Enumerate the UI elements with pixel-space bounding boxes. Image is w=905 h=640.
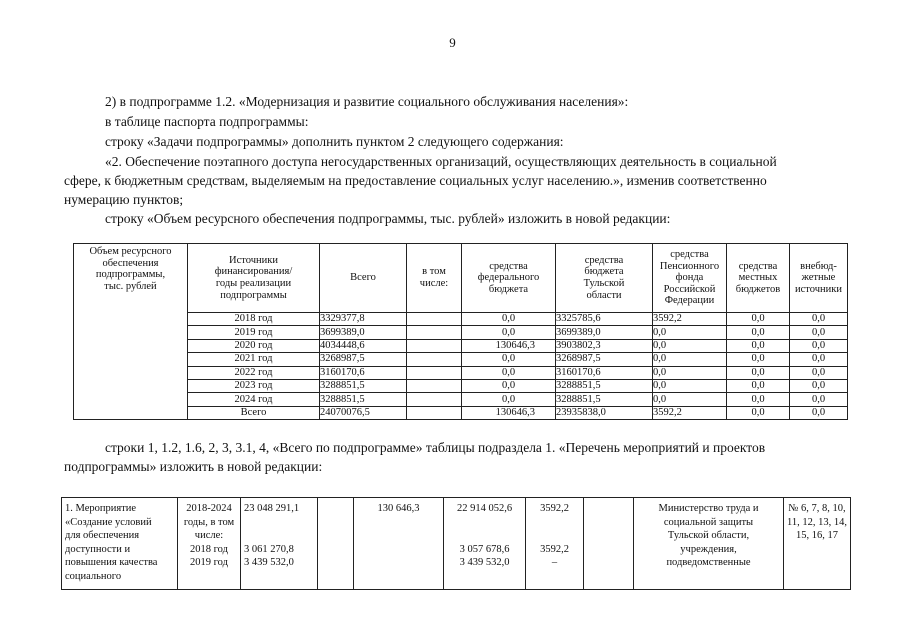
event-executor-cell: Министерство труда и социальной защиты Тульской области, учреждения, подведомственные xyxy=(634,498,784,590)
events-table xyxy=(61,497,851,590)
event-period-cell: 2018-2024 годы, в том числе: 2018 год 2019 год xyxy=(178,498,241,590)
header-federal: средства федерального бюджета xyxy=(462,244,556,313)
regional-cell: 3268987,5 xyxy=(556,353,653,366)
table-row xyxy=(74,353,848,366)
event-empty-cell xyxy=(318,498,354,590)
empty-cell xyxy=(407,406,462,419)
extra-cell: 0,0 xyxy=(790,366,848,379)
table-row xyxy=(74,339,848,352)
year-cell: 2021 год xyxy=(188,353,320,366)
paragraph-new-item-line1: «2. Обеспечение поэтапного доступа негосударственных организаций, осуществляющих деятельность в социальной xyxy=(105,154,777,169)
extra-cell: 0,0 xyxy=(790,353,848,366)
event-total-cell: 23 048 291,1 3 061 270,8 3 439 532,0 xyxy=(241,498,318,590)
year-cell: 2022 год xyxy=(188,366,320,379)
regional-cell: 23935838,0 xyxy=(556,406,653,419)
total-cell: 3160170,6 xyxy=(320,366,407,379)
header-regional: средства бюджета Тульской области xyxy=(556,244,653,313)
local-cell: 0,0 xyxy=(727,393,790,406)
federal-cell: 0,0 xyxy=(462,313,556,326)
federal-cell: 130646,3 xyxy=(462,339,556,352)
regional-cell: 3288851,5 xyxy=(556,393,653,406)
year-cell: 2019 год xyxy=(188,326,320,339)
empty-cell xyxy=(407,313,462,326)
header-local: средства местных бюджетов xyxy=(727,244,790,313)
local-cell: 0,0 xyxy=(727,379,790,392)
header-including: в том числе: xyxy=(407,244,462,313)
regional-cell: 3325785,6 xyxy=(556,313,653,326)
resource-row-label: Объем ресурсного обеспечения подпрограммы, тыс. рублей xyxy=(74,244,188,420)
event-empty-cell xyxy=(584,498,634,590)
pension-cell: 3592,2 xyxy=(653,406,727,419)
federal-cell: 0,0 xyxy=(462,379,556,392)
event-pension-cell: 3592,2 3592,2 – xyxy=(526,498,584,590)
total-cell: 4034448,6 xyxy=(320,339,407,352)
pension-cell: 0,0 xyxy=(653,393,727,406)
pension-cell: 3592,2 xyxy=(653,313,727,326)
year-cell: Всего xyxy=(188,406,320,419)
header-sources: Источники финансирования/ годы реализации подпрограммы xyxy=(188,244,320,313)
header-extra: внебюд- жетные источники xyxy=(790,244,848,313)
local-cell: 0,0 xyxy=(727,406,790,419)
table-row xyxy=(74,379,848,392)
extra-cell: 0,0 xyxy=(790,339,848,352)
year-cell: 2023 год xyxy=(188,379,320,392)
resource-table xyxy=(73,243,848,420)
event-regional-cell: 22 914 052,6 3 057 678,6 3 439 532,0 xyxy=(444,498,526,590)
federal-cell: 0,0 xyxy=(462,366,556,379)
total-cell: 3288851,5 xyxy=(320,393,407,406)
paragraph-new-item-line3: нумерацию пунктов; xyxy=(64,192,184,207)
table-row xyxy=(74,393,848,406)
local-cell: 0,0 xyxy=(727,353,790,366)
empty-cell xyxy=(407,339,462,352)
table-row xyxy=(74,366,848,379)
event-name-cell: 1. Мероприятие «Создание условий для обеспечения доступности и повышения качества социального xyxy=(62,498,178,590)
pension-cell: 0,0 xyxy=(653,339,727,352)
local-cell: 0,0 xyxy=(727,313,790,326)
year-cell: 2018 год xyxy=(188,313,320,326)
paragraph-resource-row: строку «Объем ресурсного обеспечения подпрограммы, тыс. рублей» изложить в новой редакции: xyxy=(105,211,671,226)
extra-cell: 0,0 xyxy=(790,379,848,392)
pension-cell: 0,0 xyxy=(653,379,727,392)
header-total: Всего xyxy=(320,244,407,313)
empty-cell xyxy=(407,353,462,366)
empty-cell xyxy=(407,366,462,379)
pension-cell: 0,0 xyxy=(653,366,727,379)
extra-cell: 0,0 xyxy=(790,326,848,339)
local-cell: 0,0 xyxy=(727,339,790,352)
event-indicators-cell: № 6, 7, 8, 10, 11, 12, 13, 14, 15, 16, 17 xyxy=(784,498,851,590)
paragraph-rows-line1: строки 1, 1.2, 1.6, 2, 3, 3.1, 4, «Всего по подпрограмме» таблицы подраздела 1. «Перечень мероприятий и проектов xyxy=(105,440,766,455)
event-federal-cell: 130 646,3 xyxy=(354,498,444,590)
federal-cell: 0,0 xyxy=(462,393,556,406)
total-cell: 3268987,5 xyxy=(320,353,407,366)
table-row xyxy=(74,313,848,326)
pension-cell: 0,0 xyxy=(653,326,727,339)
empty-cell xyxy=(407,326,462,339)
table-row-total xyxy=(74,406,848,419)
empty-cell xyxy=(407,379,462,392)
paragraph-subprogram-1-2: 2) в подпрограмме 1.2. «Модернизация и развитие социального обслуживания населения»: xyxy=(105,94,629,109)
total-cell: 3699389,0 xyxy=(320,326,407,339)
federal-cell: 0,0 xyxy=(462,326,556,339)
page-number: 9 xyxy=(449,35,456,50)
empty-cell xyxy=(407,393,462,406)
federal-cell: 130646,3 xyxy=(462,406,556,419)
paragraph-new-item-line2: сфере, к бюджетным средствам, выделяемым на предоставление социальных услуг населению.», изменив соответственно xyxy=(64,173,767,188)
pension-cell: 0,0 xyxy=(653,353,727,366)
paragraph-rows-line2: подпрограммы» изложить в новой редакции: xyxy=(64,459,323,474)
local-cell: 0,0 xyxy=(727,326,790,339)
total-cell: 3329377,8 xyxy=(320,313,407,326)
header-pension: средства Пенсионного фонда Российской Федерации xyxy=(653,244,727,313)
regional-cell: 3699389,0 xyxy=(556,326,653,339)
federal-cell: 0,0 xyxy=(462,353,556,366)
total-cell: 24070076,5 xyxy=(320,406,407,419)
regional-cell: 3160170,6 xyxy=(556,366,653,379)
regional-cell: 3903802,3 xyxy=(556,339,653,352)
table-row xyxy=(74,326,848,339)
local-cell: 0,0 xyxy=(727,366,790,379)
extra-cell: 0,0 xyxy=(790,313,848,326)
extra-cell: 0,0 xyxy=(790,393,848,406)
year-cell: 2024 год xyxy=(188,393,320,406)
regional-cell: 3288851,5 xyxy=(556,379,653,392)
paragraph-passport-table: в таблице паспорта подпрограммы: xyxy=(105,114,309,129)
extra-cell: 0,0 xyxy=(790,406,848,419)
year-cell: 2020 год xyxy=(188,339,320,352)
paragraph-tasks-row: строку «Задачи подпрограммы» дополнить пунктом 2 следующего содержания: xyxy=(105,134,564,149)
total-cell: 3288851,5 xyxy=(320,379,407,392)
